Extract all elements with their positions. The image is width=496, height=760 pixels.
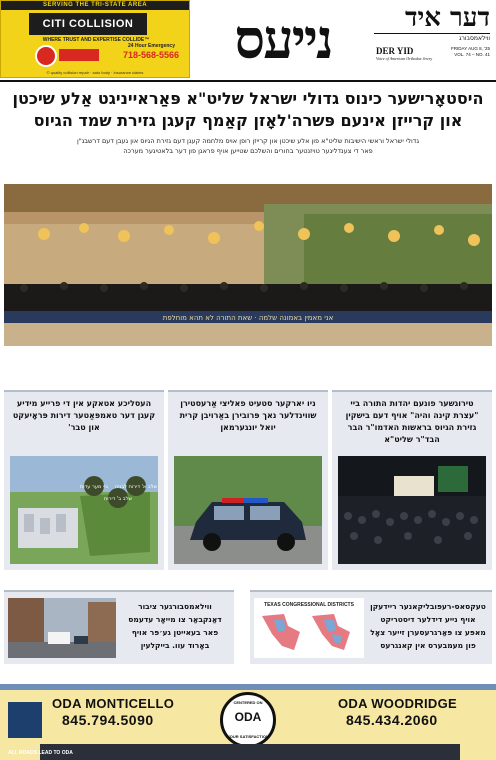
map-label-3: שלב א' דירות לבניה (114, 484, 158, 490)
top-advertisement[interactable] (0, 0, 190, 78)
card-texas[interactable] (250, 590, 492, 664)
ad-slogan: ALL ROADS LEAD TO ODA (8, 750, 73, 756)
ad-tagline: WHERE TRUST AND EXPERTISE COLLIDE™ (42, 37, 150, 43)
housing-map-image (10, 456, 158, 564)
ad-right-phone[interactable]: 845.434.2060 (346, 712, 438, 728)
card-rally-title: טירוגשער פונעם יהדות התורה ביי "עצרת קינה והיה" אויף דעם בישקין גזירת הגיוס בראשות האדמו"ר הבר הבד"ר שליט"א (345, 399, 479, 444)
seal-top-text: CENTERED ON (233, 700, 263, 705)
ad-road-graphic (40, 744, 460, 760)
masthead-divider (0, 80, 496, 82)
paper-name: דער איד (404, 3, 490, 33)
card-housing-title: העסליכע אטאקע אין די פרייע מידיע קעגן דער טאמפּאַטער דירות פּראָיעקט און טבר' (12, 399, 156, 432)
paper-subtitle: ווילאמסבורג (374, 33, 490, 42)
ad-badge-label (59, 49, 99, 61)
section-title: נייעס (234, 7, 332, 71)
street-image (8, 598, 116, 658)
ad-sky-band (0, 684, 496, 690)
lead-subhead-line-2: פאר די צענדליגער טויזנטער בחורים והשלכם שטייען אויף פראגן פון דער בלאטיגער מערכה (123, 147, 373, 155)
ad-phone-label: 24 Hour Emergency (128, 43, 175, 49)
oda-logo-icon (8, 702, 42, 738)
card-housing-project[interactable] (4, 390, 164, 570)
lead-subhead-line-1: גדולי ישראל וראשי הישיבות שליט"א פון אלע שיכטן און קרייזן רופן אויס מלחמה קעגן דעם גזירת הגיוס און געבן דעם דרשבנ"ן (76, 137, 420, 145)
ad-phone: 718-568-5566 (122, 50, 179, 60)
texas-map-label: TEXAS CONGRESSIONAL DISTRICTS (264, 602, 354, 608)
seal-bottom-text: YOUR SATISFACTION (227, 734, 269, 739)
ad-brand-logo: CITI COLLISION (29, 13, 147, 35)
gathering-hall-image (4, 184, 492, 346)
lead-headline[interactable] (8, 88, 488, 132)
card-police-arrest[interactable] (168, 390, 328, 570)
seal-logo-text: ODA (234, 710, 262, 724)
edition-volume: VOL. 74 – NO. 41 (454, 52, 490, 57)
edition-info (450, 46, 490, 58)
lead-headline-line-2: און קרייזן אינעם פּשרה'לאָזן קאַמף קעגן גזירת שמד הגיוס (33, 111, 463, 130)
police-car-image (174, 456, 322, 564)
ad-badge-icon (35, 45, 57, 67)
ad-right-location: ODA WOODRIDGE (338, 696, 457, 711)
lead-photo[interactable] (4, 184, 492, 346)
edition-date: FRIDAY AUG 8, '25 (451, 46, 490, 51)
lead-headline-line-1: היסטאָרישער כינוס גדולי ישראל שליט"א פּאַראייניגט אַלע שיכטן (12, 89, 484, 108)
card-williamsburg[interactable] (4, 590, 234, 664)
rally-crowd-image (338, 456, 486, 564)
bottom-advertisement[interactable] (0, 684, 496, 760)
paper-latin-sub: Voice of American Orthodox Jewry (376, 56, 433, 61)
card-texas-title: טעקסאס-רעפּובליקאנער ריידעקן אויף נייע דידלער דיסטריקט מאפּע צו פּאַרגרעסערן זייער צאָל פון מעמבערס אין קאנגרעס (370, 602, 486, 650)
paper-latin-name: DER YID (376, 46, 414, 56)
dais-banner-text: אני מאמין באמונה שלמה · שאת התורה לא תהא מוחלפת (162, 314, 334, 322)
oda-seal (220, 692, 276, 748)
card-police-title: ניו יארקער סטעיט פאליצי אַרעסטירן שווינדלער נאך פּרובירן באַרויבן קרית יואל יונגערמאן (179, 399, 317, 432)
ad-left-location: ODA MONTICELLO (52, 696, 175, 711)
map-label-1: ביי מער עדות (79, 484, 109, 490)
ad-left-phone[interactable]: 845.794.5090 (62, 712, 154, 728)
lead-subhead (8, 136, 488, 156)
ad-footer: © quality collision repair · auto body · insurance claims (46, 70, 144, 75)
map-label-2: שלב ב' דירות (103, 496, 133, 502)
card-rally[interactable] (332, 390, 492, 570)
texas-districts-map (254, 598, 364, 658)
card-williamsburg-title: ווילאמסבורגער ציבור דאַנקבאַר צו מייאָר עדעמס פאר בעאייטן גע׳פּר אויף באָרוד עוו. בייקלעין (128, 602, 222, 650)
ad-strip: SERVING THE TRI-STATE AREA (1, 1, 189, 10)
